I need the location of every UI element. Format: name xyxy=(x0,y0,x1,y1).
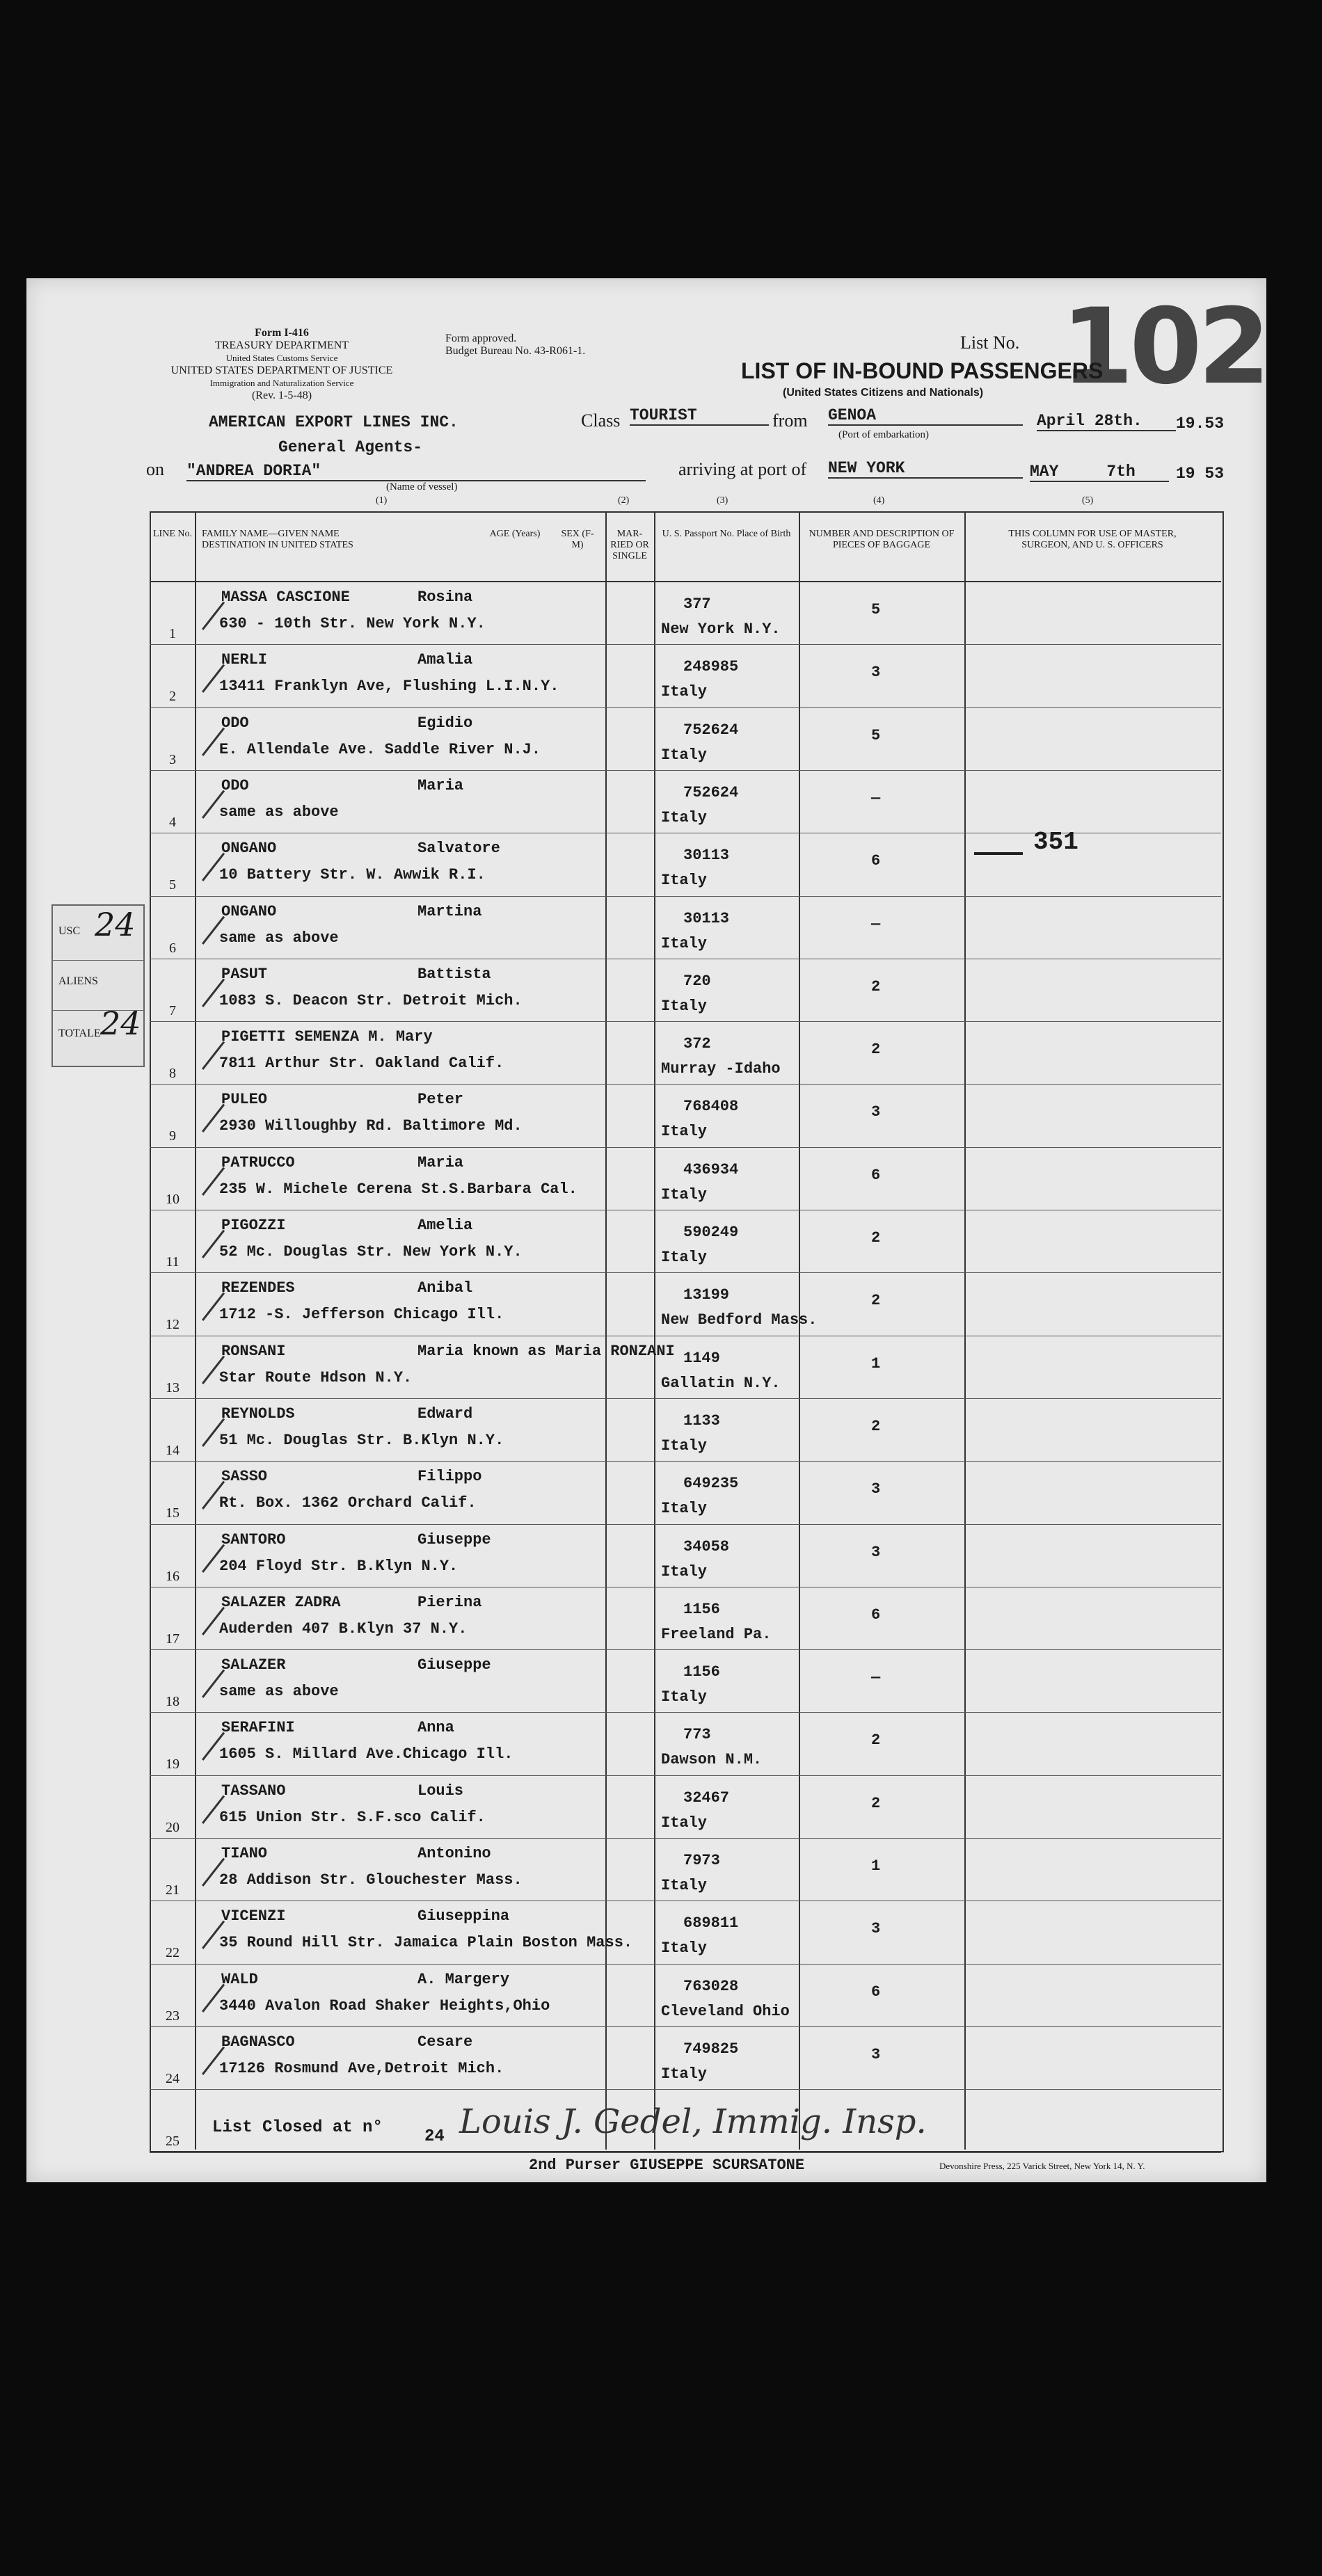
family-name: PATRUCCO xyxy=(221,1153,295,1171)
place-of-birth: Italy xyxy=(661,683,708,701)
passport-number: 32467 xyxy=(683,1789,730,1807)
dept-treasury-sub: United States Customs Service xyxy=(225,353,338,363)
given-name: Giuseppe xyxy=(417,1530,491,1549)
col-header-sex xyxy=(557,529,598,551)
given-name: Egidio xyxy=(417,714,473,732)
destination: 28 Addison Str. Glouchester Mass. xyxy=(219,1871,523,1889)
place-of-birth: Italy xyxy=(661,746,708,764)
col-header-officers-text: THIS COLUMN FOR USE OF MASTER, SURGEON, AND U. S. OFFICERS xyxy=(1008,529,1177,550)
col-divider xyxy=(654,511,655,2150)
destination: 615 Union Str. S.F.sco Calif. xyxy=(219,1808,486,1826)
given-name: Edward xyxy=(417,1405,473,1423)
row-divider xyxy=(150,1084,1221,1085)
row-divider xyxy=(150,1461,1221,1462)
arrival-port: NEW YORK xyxy=(828,459,1023,479)
line-number: 18 xyxy=(166,1694,180,1710)
given-name: Salvatore xyxy=(417,840,500,858)
family-name: BAGNASCO xyxy=(221,2033,295,2051)
row-divider xyxy=(150,770,1221,771)
destination: 1605 S. Millard Ave.Chicago Ill. xyxy=(219,1745,513,1763)
row-divider xyxy=(150,1712,1221,1713)
col-number-2: (2) xyxy=(618,495,630,506)
family-name: TASSANO xyxy=(221,1782,286,1800)
place-of-birth: Italy xyxy=(661,1249,708,1266)
line-number: 1 xyxy=(169,626,176,641)
dept-treasury: TREASURY DEPARTMENT xyxy=(214,339,349,351)
baggage-count: 3 xyxy=(871,2045,881,2063)
line-number: 9 xyxy=(169,1128,176,1144)
line-number: 25 xyxy=(166,2134,180,2150)
col-header-officers xyxy=(1005,529,1179,551)
given-name: Antonino xyxy=(417,1845,491,1862)
passport-number: 590249 xyxy=(683,1224,739,1241)
place-of-birth: Italy xyxy=(661,1877,708,1894)
family-name: PIGETTI SEMENZA M. Mary xyxy=(221,1028,433,1046)
tally-divider xyxy=(53,1010,143,1011)
family-name: ODO xyxy=(221,776,249,794)
agent-name: AMERICAN EXPORT LINES INC. xyxy=(209,413,459,431)
given-name: Giuseppina xyxy=(417,1907,510,1926)
col-header-baggage-text: NUMBER AND DESCRIPTION OF PIECES OF BAGGAGE xyxy=(809,529,955,550)
port-caption: (Port of embarkation) xyxy=(838,429,929,440)
family-name: VICENZI xyxy=(221,1907,286,1926)
agent-role: General Agents- xyxy=(278,438,423,456)
passport-number: 689811 xyxy=(683,1914,739,1933)
passport-number: 752624 xyxy=(683,783,739,801)
tally-usc-value: 24 xyxy=(95,906,136,943)
line-number: 6 xyxy=(169,940,176,956)
col-divider xyxy=(799,511,800,2150)
list-closed-label: List Closed at n° xyxy=(212,2118,383,2137)
approval-text: Form approved. xyxy=(445,333,517,344)
baggage-count: 2 xyxy=(871,1417,881,1435)
officer-note-dash xyxy=(974,852,1023,855)
list-number-stamp: 102 xyxy=(1060,287,1266,408)
col-header-line-text: LINE No. xyxy=(153,529,192,539)
destination: 1712 -S. Jefferson Chicago Ill. xyxy=(219,1306,504,1324)
line-number: 10 xyxy=(166,1191,180,1207)
col-header-passport xyxy=(657,529,796,540)
baggage-count: 6 xyxy=(871,1166,881,1184)
family-name: SERAFINI xyxy=(221,1719,295,1737)
destination: 3440 Avalon Road Shaker Heights,Ohio xyxy=(219,1997,550,2015)
row-divider xyxy=(150,1147,1221,1148)
given-name: Battista xyxy=(417,965,491,983)
place-of-birth: Cleveland Ohio xyxy=(661,2002,790,2020)
baggage-count: — xyxy=(871,1669,881,1687)
form-revision: (Rev. 1-5-48) xyxy=(251,390,312,401)
given-name: Anibal xyxy=(417,1279,473,1297)
line-number: 16 xyxy=(166,1568,180,1584)
dept-justice: UNITED STATES DEPARTMENT OF JUSTICE xyxy=(170,365,393,376)
baggage-count: 3 xyxy=(871,664,881,682)
line-number: 5 xyxy=(169,877,176,893)
passport-number: 752624 xyxy=(683,721,739,739)
destination: 17126 Rosmund Ave,Detroit Mich. xyxy=(219,2059,504,2077)
line-number: 22 xyxy=(166,1945,180,1961)
place-of-birth: Italy xyxy=(661,872,708,890)
given-name: Cesare xyxy=(417,2033,473,2051)
family-name: NERLI xyxy=(221,651,268,669)
passport-number: 1149 xyxy=(683,1349,720,1367)
row-divider xyxy=(150,1272,1221,1273)
given-name: Pierina xyxy=(417,1593,482,1611)
place-of-birth: Italy xyxy=(661,1688,708,1706)
passport-number: 649235 xyxy=(683,1475,739,1493)
printer-imprint: Devonshire Press, 225 Varick Street, New York 14, N. Y. xyxy=(939,2161,1145,2171)
destination: 13411 Franklyn Ave, Flushing L.I.N.Y. xyxy=(219,678,559,696)
destination: 10 Battery Str. W. Awwik R.I. xyxy=(219,866,486,884)
place-of-birth: Italy xyxy=(661,1500,708,1518)
tally-usc-label: USC xyxy=(58,925,81,937)
place-of-birth: Murray -Idaho xyxy=(661,1060,781,1078)
col-header-name-text: FAMILY NAME—GIVEN NAME DESTINATION IN UNITED STATES xyxy=(202,529,353,550)
family-name: TIANO xyxy=(221,1845,268,1862)
line-number: 2 xyxy=(169,689,176,705)
dept-justice-sub: Immigration and Naturalization Service xyxy=(209,378,354,388)
place-of-birth: Italy xyxy=(661,934,708,952)
given-name: Filippo xyxy=(417,1468,482,1486)
col-header-passport-text: U. S. Passport No. Place of Birth xyxy=(662,529,791,539)
manifest-title: LIST OF IN-BOUND PASSENGERS xyxy=(741,358,1104,383)
tally-total-value: 24 xyxy=(100,1005,141,1042)
destination: same as above xyxy=(219,929,339,947)
given-name: A. Margery xyxy=(417,1970,510,1988)
col-header-line xyxy=(152,529,193,540)
line-number: 12 xyxy=(166,1317,180,1333)
family-name: PASUT xyxy=(221,965,268,983)
passport-number: 749825 xyxy=(683,2040,739,2058)
passport-number: 372 xyxy=(683,1035,711,1053)
given-name: Amalia xyxy=(417,651,473,669)
form-number: Form I-416 xyxy=(255,327,309,339)
departure-date: April 28th. xyxy=(1037,412,1176,431)
form-header-left xyxy=(143,327,421,402)
arriving-label: arriving at port of xyxy=(678,459,807,479)
place-of-birth: Italy xyxy=(661,2065,708,2083)
family-name: ONGANO xyxy=(221,902,277,920)
row-divider xyxy=(150,1021,1221,1022)
row-divider xyxy=(150,1524,1221,1525)
col-header-baggage xyxy=(802,529,962,551)
place-of-birth: Italy xyxy=(661,1814,708,1832)
header-divider xyxy=(150,581,1221,582)
place-of-birth: New Bedford Mass. xyxy=(661,1311,818,1329)
row-divider xyxy=(150,1775,1221,1776)
passport-number: 1133 xyxy=(683,1411,720,1430)
baggage-count: 6 xyxy=(871,1606,881,1624)
given-name: Maria xyxy=(417,776,464,794)
baggage-count: 6 xyxy=(871,852,881,870)
col-header-age-text: AGE (Years) xyxy=(489,529,541,539)
passport-number: 34058 xyxy=(683,1537,730,1555)
family-name: REYNOLDS xyxy=(221,1405,295,1423)
passport-number: 768408 xyxy=(683,1098,739,1116)
destination: 2930 Willoughby Rd. Baltimore Md. xyxy=(219,1117,523,1135)
family-name: SALAZER ZADRA xyxy=(221,1593,341,1611)
destination: 7811 Arthur Str. Oakland Calif. xyxy=(219,1055,504,1073)
list-no-label: List No. xyxy=(960,333,1020,353)
destination: Rt. Box. 1362 Orchard Calif. xyxy=(219,1494,477,1512)
destination: 51 Mc. Douglas Str. B.Klyn N.Y. xyxy=(219,1431,504,1449)
line-number: 8 xyxy=(169,1066,176,1082)
row-divider xyxy=(150,1964,1221,1965)
destination: same as above xyxy=(219,803,339,821)
place-of-birth: Italy xyxy=(661,1123,708,1141)
place-of-birth: Freeland Pa. xyxy=(661,1625,772,1643)
baggage-count: 2 xyxy=(871,1041,881,1059)
tally-divider xyxy=(53,960,143,961)
line-number: 15 xyxy=(166,1505,180,1521)
baggage-count: 3 xyxy=(871,1543,881,1561)
given-name: Louis xyxy=(417,1782,464,1800)
passport-number: 13199 xyxy=(683,1286,730,1304)
baggage-count: — xyxy=(871,789,881,807)
place-of-birth: New York N.Y. xyxy=(661,621,781,638)
from-label: from xyxy=(772,410,808,431)
passport-number: 377 xyxy=(683,595,711,613)
list-closed-at: 24 xyxy=(424,2127,445,2146)
place-of-birth: Italy xyxy=(661,1437,708,1455)
baggage-count: — xyxy=(871,915,881,933)
destination: Star Route Hdson N.Y. xyxy=(219,1368,413,1386)
baggage-count: 3 xyxy=(871,1920,881,1938)
place-of-birth: Italy xyxy=(661,1562,708,1581)
row-divider xyxy=(150,2026,1221,2027)
destination: same as above xyxy=(219,1683,339,1701)
given-name: Peter xyxy=(417,1091,464,1109)
baggage-count: 1 xyxy=(871,1354,881,1373)
col-number-3: (3) xyxy=(717,495,728,506)
passport-number: 7973 xyxy=(683,1852,720,1869)
inspector-signature: Louis J. Gedel, Immig. Insp. xyxy=(459,2102,927,2141)
row-divider xyxy=(150,644,1221,645)
row-divider xyxy=(150,707,1221,708)
baggage-count: 2 xyxy=(871,1229,881,1247)
baggage-count: 2 xyxy=(871,1731,881,1750)
arrival-date: MAY 7th xyxy=(1030,463,1169,482)
line-number: 14 xyxy=(166,1442,180,1458)
family-name: PIGOZZI xyxy=(221,1217,286,1234)
purser-line: 2nd Purser GIUSEPPE SCURSATONE xyxy=(529,2157,805,2174)
passport-number: 720 xyxy=(683,972,711,990)
given-name: Anna xyxy=(417,1719,454,1737)
col-header-sex-text: SEX (F-M) xyxy=(561,529,594,550)
destination: 35 Round Hill Str. Jamaica Plain Boston Mass. xyxy=(219,1934,633,1952)
family-name: WALD xyxy=(221,1970,258,1988)
row-divider xyxy=(150,896,1221,897)
given-name: Maria xyxy=(417,1153,464,1171)
family-name: SALAZER xyxy=(221,1656,286,1674)
place-of-birth: Gallatin N.Y. xyxy=(661,1374,781,1392)
baggage-count: 2 xyxy=(871,977,881,995)
place-of-birth: Italy xyxy=(661,1939,708,1958)
destination: 1083 S. Deacon Str. Detroit Mich. xyxy=(219,991,523,1009)
passport-number: 773 xyxy=(683,1726,711,1744)
col-number-5: (5) xyxy=(1082,495,1094,506)
row-divider xyxy=(150,2089,1221,2090)
place-of-birth: Italy xyxy=(661,1185,708,1203)
given-name: Amelia xyxy=(417,1217,473,1234)
passport-number: 763028 xyxy=(683,1977,739,1995)
baggage-count: 5 xyxy=(871,726,881,744)
line-number: 21 xyxy=(166,1882,180,1898)
family-name: ODO xyxy=(221,714,249,732)
line-number: 11 xyxy=(166,1254,180,1270)
class-value: TOURIST xyxy=(630,406,769,426)
col-header-married-text: MAR- RIED OR SINGLE xyxy=(610,529,649,561)
officer-note: 351 xyxy=(1033,828,1078,856)
family-name: MASSA CASCIONE xyxy=(221,589,350,606)
baggage-count: 2 xyxy=(871,1292,881,1310)
port-of-embarkation: GENOA xyxy=(828,406,1023,426)
given-name: Rosina xyxy=(417,589,473,606)
departure-year: 19.53 xyxy=(1176,415,1225,433)
passport-number: 436934 xyxy=(683,1160,739,1178)
given-name: Maria known as Maria RONZANI xyxy=(417,1342,675,1360)
col-divider xyxy=(964,511,966,2150)
line-number: 23 xyxy=(166,2008,180,2024)
place-of-birth: Italy xyxy=(661,808,708,826)
family-name: REZENDES xyxy=(221,1279,295,1297)
col-header-name xyxy=(202,529,369,551)
passport-number: 30113 xyxy=(683,847,730,865)
baggage-count: 3 xyxy=(871,1103,881,1121)
col-divider xyxy=(195,511,196,2150)
col-header-married xyxy=(607,529,653,562)
col-header-age xyxy=(487,529,543,540)
row-divider xyxy=(150,1649,1221,1650)
col-divider xyxy=(605,511,607,2150)
family-name: SASSO xyxy=(221,1468,268,1486)
place-of-birth: Italy xyxy=(661,997,708,1015)
baggage-count: 1 xyxy=(871,1857,881,1875)
given-name: Martina xyxy=(417,902,482,920)
destination: 235 W. Michele Cerena St.S.Barbara Cal. xyxy=(219,1180,578,1198)
row-divider xyxy=(150,2152,1221,2153)
tally-stamp xyxy=(51,904,145,1067)
baggage-count: 6 xyxy=(871,1983,881,2001)
on-label: on xyxy=(146,459,164,479)
baggage-count: 3 xyxy=(871,1480,881,1498)
destination: 52 Mc. Douglas Str. New York N.Y. xyxy=(219,1243,523,1261)
line-number: 3 xyxy=(169,751,176,767)
row-divider xyxy=(150,1398,1221,1399)
form-approval xyxy=(445,333,654,358)
row-divider xyxy=(150,1838,1221,1839)
family-name: RONSANI xyxy=(221,1342,286,1360)
col-number-1: (1) xyxy=(376,495,388,506)
passport-number: 1156 xyxy=(683,1600,720,1618)
passport-number: 248985 xyxy=(683,658,739,676)
baggage-count: 5 xyxy=(871,601,881,618)
destination: 630 - 10th Str. New York N.Y. xyxy=(219,615,486,632)
line-number: 19 xyxy=(166,1757,180,1773)
line-number: 13 xyxy=(166,1379,180,1395)
family-name: PULEO xyxy=(221,1091,268,1109)
given-name: Giuseppe xyxy=(417,1656,491,1674)
budget-text: Budget Bureau No. 43-R061-1. xyxy=(445,345,586,357)
place-of-birth: Dawson N.M. xyxy=(661,1751,763,1769)
destination: E. Allendale Ave. Saddle River N.J. xyxy=(219,740,541,758)
line-number: 20 xyxy=(166,1819,180,1835)
line-number: 4 xyxy=(169,814,176,830)
vessel-caption: (Name of vessel) xyxy=(386,481,458,493)
line-number: 17 xyxy=(166,1631,180,1647)
class-label: Class xyxy=(581,410,621,431)
destination: 204 Floyd Str. B.Klyn N.Y. xyxy=(219,1557,459,1575)
tally-aliens-label: ALIENS xyxy=(58,975,98,987)
tally-total-label: TOTALE xyxy=(58,1027,101,1039)
col-number-4: (4) xyxy=(873,495,885,506)
vessel-name: "ANDREA DORIA" xyxy=(186,462,646,481)
baggage-count: 2 xyxy=(871,1794,881,1812)
arrival-year: 19 53 xyxy=(1176,465,1225,483)
passport-number: 1156 xyxy=(683,1663,720,1681)
destination: Auderden 407 B.Klyn 37 N.Y. xyxy=(219,1619,468,1638)
family-name: ONGANO xyxy=(221,840,277,858)
manifest-subtitle: (United States Citizens and Nationals) xyxy=(783,387,984,399)
family-name: SANTORO xyxy=(221,1530,286,1549)
line-number: 7 xyxy=(169,1002,176,1018)
passport-number: 30113 xyxy=(683,909,730,927)
line-number: 24 xyxy=(166,2070,180,2086)
